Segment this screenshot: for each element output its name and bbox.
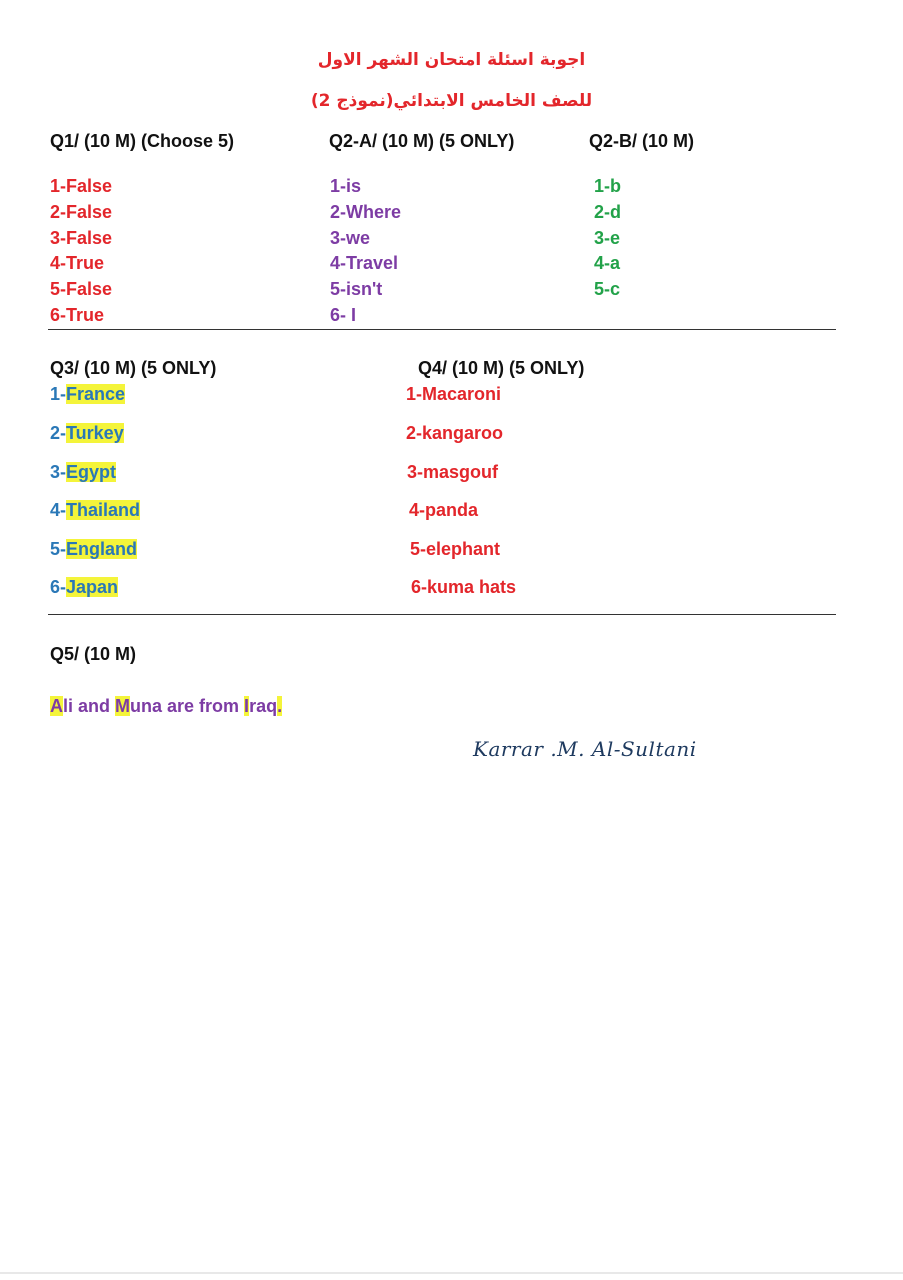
list-item xyxy=(50,384,125,405)
q3-number: 4- xyxy=(50,500,67,520)
list-item: 2-d xyxy=(594,201,621,222)
sentence-text: li and xyxy=(63,696,116,716)
q3-number: 5- xyxy=(50,539,67,559)
list-item: 5-False xyxy=(50,279,113,300)
q3-country: Thailand xyxy=(66,500,141,520)
list-item xyxy=(50,462,116,483)
list-item: 4-Travel xyxy=(330,253,399,274)
list-item xyxy=(50,539,137,560)
q3-country: England xyxy=(66,539,138,559)
title-line-2: للصف الخامس الابتدائي(نموذج 2) xyxy=(310,91,593,111)
full-stop: . xyxy=(277,696,283,716)
section-divider xyxy=(48,329,836,330)
q5-header: Q5/ (10 M) xyxy=(50,644,137,664)
list-item: 4-panda xyxy=(409,500,479,520)
q3-country: France xyxy=(66,384,126,404)
list-item: 1-is xyxy=(330,176,362,196)
q5-sentence xyxy=(50,694,282,720)
list-item: 2-False xyxy=(50,201,113,222)
list-item: 4-a xyxy=(594,253,621,274)
list-item: 1-False xyxy=(50,176,113,196)
q2b-answer-list xyxy=(594,174,621,303)
list-item xyxy=(50,577,118,598)
q2a-header: Q2-A/ (10 M) (5 ONLY) xyxy=(329,131,515,151)
list-item xyxy=(50,423,124,444)
list-item: 1-b xyxy=(594,176,621,196)
list-item: 5-c xyxy=(594,279,621,300)
list-item: 6- I xyxy=(330,304,357,325)
capital-letter: M xyxy=(115,696,131,716)
list-item: 5-isn't xyxy=(330,279,383,300)
sentence-text: una are from xyxy=(130,696,245,716)
capital-letter: I xyxy=(244,696,250,716)
sentence-text: raq xyxy=(249,696,278,716)
list-item: 5-elephant xyxy=(410,539,501,559)
list-item: 3-e xyxy=(594,227,621,248)
list-item: 2-Where xyxy=(330,201,402,222)
list-item xyxy=(50,500,140,521)
list-item: 1-Macaroni xyxy=(406,384,502,404)
q3-country: Egypt xyxy=(66,462,117,482)
q3-number: 2- xyxy=(50,423,67,443)
title-line-1: اجوبة اسئلة امتحان الشهر الاول xyxy=(317,50,586,70)
q2a-answer-list xyxy=(330,174,401,329)
list-item: 2-kangaroo xyxy=(406,423,504,443)
q1-header: Q1/ (10 M) (Choose 5) xyxy=(50,131,235,151)
page-bottom-edge xyxy=(0,1272,903,1274)
list-item: 6-kuma hats xyxy=(411,577,517,597)
list-item: 3-False xyxy=(50,227,113,248)
capital-letter: A xyxy=(50,696,63,716)
list-item: 6-True xyxy=(50,304,105,325)
q2b-header: Q2-B/ (10 M) xyxy=(589,131,695,151)
list-item: 3-masgouf xyxy=(407,462,499,482)
q1-answer-list xyxy=(50,174,112,329)
signature: Karrar .M. Al-Sultani xyxy=(473,737,697,761)
q3-number: 6- xyxy=(50,577,67,597)
q4-header: Q4/ (10 M) (5 ONLY) xyxy=(418,358,585,378)
q3-header: Q3/ (10 M) (5 ONLY) xyxy=(50,358,217,378)
section-divider xyxy=(48,614,836,615)
q3-number: 1- xyxy=(50,384,67,404)
list-item: 3-we xyxy=(330,227,371,248)
q3-country: Japan xyxy=(66,577,119,597)
q3-number: 3- xyxy=(50,462,67,482)
q3-country: Turkey xyxy=(66,423,124,443)
list-item: 4-True xyxy=(50,253,105,274)
